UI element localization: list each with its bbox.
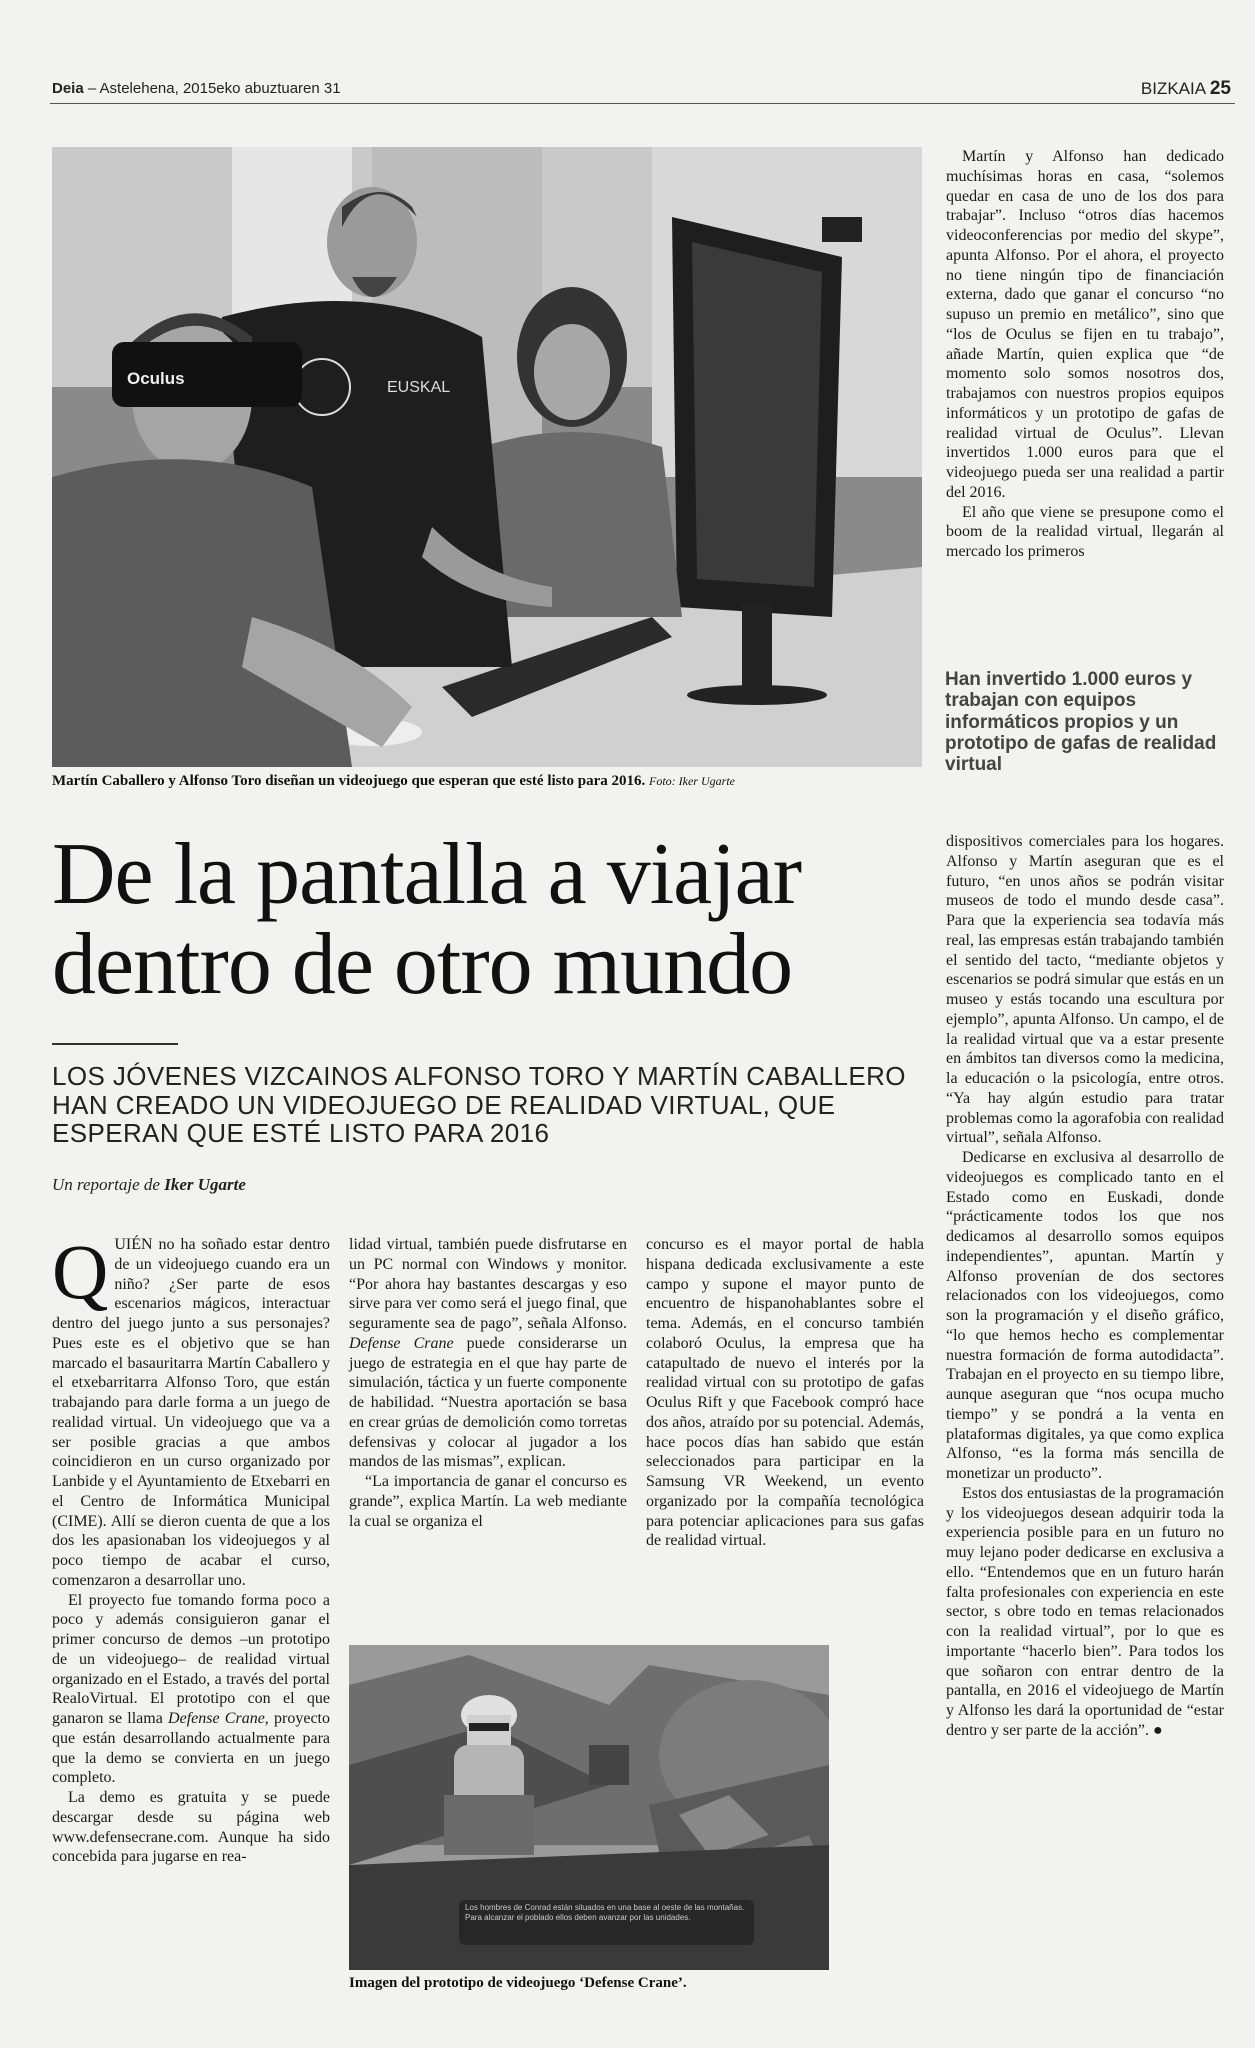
column-4-top xyxy=(946,147,1224,562)
col1-paragraph-2 xyxy=(52,1591,330,1789)
col4-top-paragraph-1: Martín y Alfonso han dedicado muchísimas horas en casa, “solemos quedar en casa de uno de los dos para trabajar”. Incluso “otros días hacemos videoconferencias por medio del skype”, apunta Alfonso. Por el ahora, el proyecto no tiene ningún tipo de financiación externa, dado que ganar el concurso “no supuso un premio en metálico”, sino que “los de Oculus se fijen en tu trabajo”, añade Martín, quien explica que “de momento solo somos nosotros dos, trabajamos con nuestros propios equipos informáticos y un prototipo de gafas de realidad virtual de Oculus”. Llevan invertidos 1.000 euros para que el videojuego pueda ser una realidad a partir del 2016. xyxy=(946,148,1224,501)
headline-line-2: dentro de otro mundo xyxy=(52,915,793,1013)
paper-name: Deia xyxy=(52,80,84,97)
subhead-line-1: LOS JÓVENES VIZCAINOS ALFONSO TORO Y MARTÍN CABALLERO xyxy=(52,1061,906,1091)
col2-p1-a: lidad virtual, también puede disfrutarse en un PC normal con Windows y monitor. “Por ahora hay bastantes descargas y eso sirve para ver como será el juego final, que seguramente sea de pago”, señala Alfonso. xyxy=(349,1236,627,1332)
drop-cap: Q xyxy=(52,1228,109,1315)
col2-p1-b: puede considerarse un juego de estrategia en el que hay parte de simulación, táctica y un fuerte componente de habilidad. “Nuestra aportación se basa en crear grúas de demolición como torretas defensivas y colocar al jugador a los mandos de las mismas”, explican. xyxy=(349,1334,627,1471)
byline-prefix: Un reportaje de xyxy=(52,1175,160,1194)
byline xyxy=(52,1175,246,1195)
column-3 xyxy=(646,1235,924,1551)
main-photo-caption xyxy=(52,773,735,790)
photo-credit: Foto: Iker Ugarte xyxy=(649,774,735,788)
lead-caps: UIÉN xyxy=(114,1236,153,1253)
header-rule xyxy=(50,103,1235,104)
page-header-right xyxy=(1141,78,1231,100)
col2-paragraph-2: “La importancia de ganar el concurso es grande”, explica Martín. La web mediante la cual se organiza el xyxy=(349,1473,627,1530)
game-dialog-text: Los hombres de Conrad están situados en una base al oeste de las montañas. Para alcanzar el poblado ellos deben avanzar por las unidades. xyxy=(465,1903,745,1922)
col1-p1-text: no ha soñado estar dentro de un videojuego cuando era un niño? ¿Ser parte de esos escenarios mágicos, interactuar dentro del juego junto a sus personajes? Pues este es el objetivo que se han marcado el basauritarra Martín Caballero y el etxebarritarra Alfonso Toro, que están trabajando para darle forma a un juego de realidad virtual. Un videojuego que va a ser posible gracias a que ambos coincidieron en un curso organizado por Lanbide y el Ayuntamiento de Etxebarri en el Centro de Informática Municipal (CIME). Allí se dieron cuenta de que a los dos les apasionaban los videojuegos y al poco tiempo de acabar el curso, comenzaron a desarrollar uno. xyxy=(52,1236,330,1589)
col4-bottom-paragraph-1: dispositivos comerciales para los hogares. Alfonso y Martín aseguran que es el futuro, “en unos años se podrán visitar museos de todo el mundo desde casa”. Para que la experiencia sea todavía más real, las empresas están trabajando también el sentido del tacto, “mediante objetos y escenarios se podrá simular que estás en un museo y estás tocando una escultura por ejemplo”, apunta Alfonso. Un campo, el de la realidad virtual que va a estar presente en ámbitos tan diversos como la medicina, la educación o la psicología, entre otros. “Ya hay algún estudio para tratar problemas como la agorafobia con realidad virtual”, señala Alfonso. xyxy=(946,833,1224,1147)
headline-line-1: De la pantalla a viajar xyxy=(52,826,802,923)
game-screenshot-illustration xyxy=(349,1645,829,1970)
shirt-text: EUSKAL xyxy=(387,379,451,396)
subhead-line-3: ESPERAN QUE ESTÉ LISTO PARA 2016 xyxy=(52,1118,550,1149)
page-header-left: Deia – Astelehena, 2015eko abuztuaren 31 xyxy=(52,80,341,97)
pull-quote: Han invertido 1.000 euros y trabajan con equipos informáticos propios y un prototipo de gafas de realidad virtual xyxy=(945,669,1217,776)
col1-paragraph-3: La demo es gratuita y se puede descargar desde su página web www.defensecrane.com. Aunque ha sido concebida para jugarse en rea- xyxy=(52,1789,330,1866)
subhead-rule xyxy=(52,1043,178,1045)
subhead xyxy=(52,1062,952,1148)
col4-bottom-paragraph-3: Estos dos entusiastas de la programación y los videojuegos desean adquirir toda la experiencia posible para en un futuro no muy lejano poder dedicarse en exclusiva a ello. “Entendemos que en un futuro harán falta profesionales con experiencia en este sector, s obre todo en temas relacionados con la realidad virtual”, por lo que es importante “hacerlo bien”. Para todos los que soñaron con entrar dentro de la pantalla, en 2016 el videojuego de Martín y Alfonso les dará la oportunidad de “estar dentro y ser parte de la acción”. ● xyxy=(946,1484,1224,1739)
col4-bottom-paragraph-2: Dedicarse en exclusiva al desarrollo de videojuegos es complicado tanto en el Estado como en Euskadi, donde “prácticamente todos los que nos dedicamos al desarrollo somos equipos independientes”, apuntan. Martín y Alfonso provenían de dos sectores relacionados con los videojuegos, como son la programación y el diseño gráfico, “lo que hemos hecho es complementar nuestra formación de forma autodidacta”. Trabajan en el proyecto en su tiempo libre, aunque aseguran que “nos ocupa mucho tiempo” y se pondrá a la venta en plataformas digitales, ya que como explica Alfonso, “es la forma más sencilla de monetizar un producto”. xyxy=(946,1149,1224,1482)
caption-text: Martín Caballero y Alfonso Toro diseñan un videojuego que esperan que esté listo para 2016. xyxy=(52,773,646,789)
col1-p2-a: El proyecto fue tomando forma poco a poco y además consiguieron ganar el primer concurso de demos –un prototipo de un videojuego– de realidad virtual organizado en el Estado, a través del portal RealoVirtual. El prototipo con el que ganaron se llama xyxy=(52,1591,330,1727)
byline-author: Iker Ugarte xyxy=(164,1175,246,1194)
column-4-bottom xyxy=(946,832,1224,1741)
column-1 xyxy=(52,1228,330,1867)
main-photo-illustration xyxy=(52,147,922,767)
col1-p2-title: Defense Crane xyxy=(168,1710,265,1727)
section-name: BIZKAIA xyxy=(1140,79,1206,98)
page-number: 25 xyxy=(1209,78,1231,99)
game-screenshot xyxy=(349,1645,829,1970)
col4-top-paragraph-2: El año que viene se presupone como el boom de la realidad virtual, llegarán al mercado los primeros xyxy=(946,503,1224,560)
column-2 xyxy=(349,1235,627,1531)
main-photo xyxy=(52,147,922,767)
oculus-label: Oculus xyxy=(127,369,185,388)
headline xyxy=(52,826,932,1013)
col2-p1-title: Defense Crane xyxy=(349,1334,454,1352)
col1-paragraph-1 xyxy=(52,1228,330,1591)
dateline: Astelehena, 2015eko abuztuaren 31 xyxy=(99,80,341,97)
game-screenshot-caption: Imagen del prototipo de videojuego ‘Defense Crane’. xyxy=(349,1975,687,1991)
subhead-line-2: HAN CREADO UN VIDEOJUEGO DE REALIDAD VIRTUAL, QUE xyxy=(52,1089,836,1120)
col1-p2-b: , proyecto que están desarrollando actualmente para que la demo se convierta en un juego completo. xyxy=(52,1710,330,1787)
col3-paragraph-1: concurso es el mayor portal de habla hispana dedicada exclusivamente a este campo y supone el mayor punto de encuentro de hispanohablantes sobre el tema. Además, en el concurso también colaboró Oculus, la empresa que ha catapultado de nuevo el interés por la realidad virtual con su prototipo de gafas Oculus Rift y que Facebook compró hace dos años, atraído por su potencial. Además, hace pocos días han sabido que están seleccionados para participar en la Samsung VR Weekend, un evento organizado por la compañía tecnológica para potenciar aplicaciones para sus gafas de realidad virtual. xyxy=(646,1236,924,1550)
col2-paragraph-1 xyxy=(349,1235,627,1472)
